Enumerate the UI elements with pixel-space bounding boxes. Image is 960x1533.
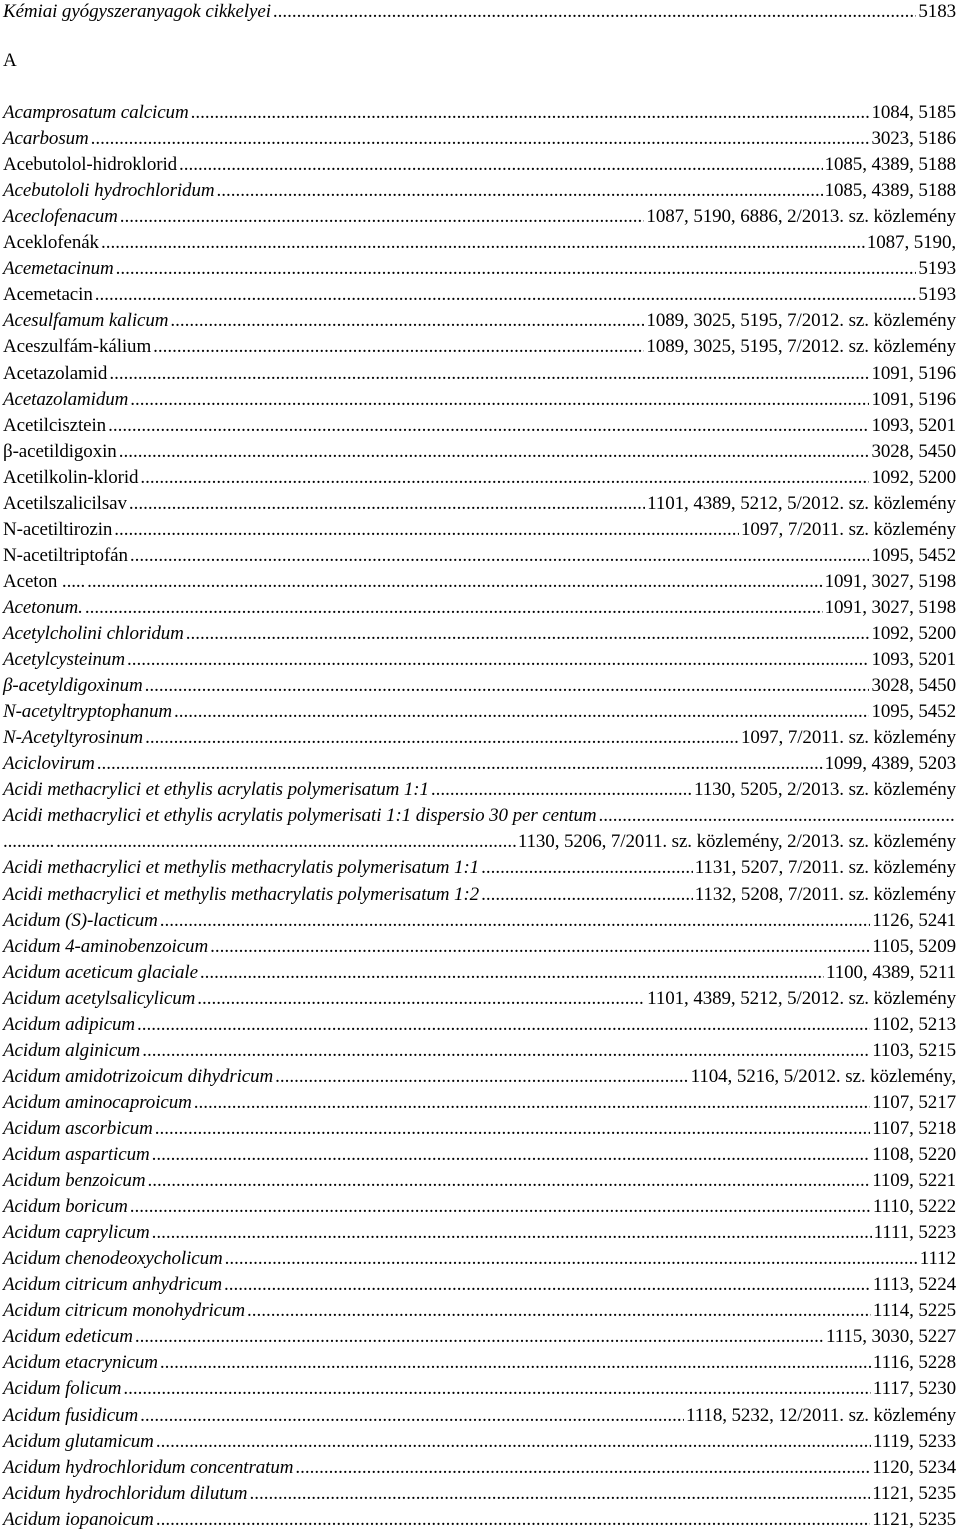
- leader-dots: [197, 987, 645, 1011]
- index-entry: [3, 101, 956, 125]
- entry-name: Acidum caprylicum: [3, 1222, 150, 1243]
- index-entry: [3, 883, 956, 907]
- entry-page-refs: 1103, 5215: [872, 1040, 956, 1061]
- entry-page-refs: 1085, 4389, 5188: [824, 154, 956, 175]
- leader-dots: [137, 1013, 870, 1037]
- leader-dots: [273, 0, 917, 24]
- entry-name: Acidum etacrynicum: [3, 1352, 158, 1373]
- leader-dots: [160, 909, 870, 933]
- entry-page-refs: 1110, 5222: [872, 1196, 956, 1217]
- leader-dots: [129, 492, 645, 516]
- index-entry: [3, 1247, 956, 1271]
- entry-name: Acamprosatum calcicum: [3, 102, 189, 123]
- entry-page-refs: 1107, 5217: [872, 1092, 956, 1113]
- index-entry: [3, 856, 956, 880]
- entry-page-refs: 1132, 5208, 7/2011. sz. közlemény: [694, 884, 956, 905]
- leader-dots: [152, 1221, 872, 1245]
- header-page-number: 5183: [918, 1, 956, 22]
- index-entry: [3, 1013, 956, 1037]
- leader-dots: [155, 1117, 870, 1141]
- entry-name: Acidum (S)-lacticum: [3, 910, 158, 931]
- leader-dots: [216, 179, 822, 203]
- leader-dots: [225, 1247, 918, 1271]
- leader-dots: [249, 1482, 870, 1506]
- index-entry: [3, 179, 956, 203]
- entry-page-refs: 1100, 4389, 5211: [826, 962, 956, 983]
- index-entry: [3, 518, 956, 542]
- entry-page-refs: 1091, 3027, 5198: [824, 571, 956, 592]
- entry-page-refs: 1084, 5185: [871, 102, 956, 123]
- leader-dots: [130, 1195, 871, 1219]
- index-entry: [3, 440, 956, 464]
- entry-page-refs: 1130, 5205, 2/2013. sz. közlemény: [694, 779, 956, 800]
- leader-dots: [152, 1143, 871, 1167]
- entry-page-refs: 1097, 7/2011. sz. közlemény: [740, 727, 956, 748]
- entry-name: Acidum aminocaproicum: [3, 1092, 192, 1113]
- index-entry: [3, 596, 956, 620]
- index-entry: [3, 231, 956, 255]
- entry-page-refs: 1112: [919, 1248, 956, 1269]
- entry-name: Acidum adipicum: [3, 1014, 136, 1035]
- entry-name: N-Acetyltyrosinum: [3, 727, 144, 748]
- entry-name: Acetazolamidum: [3, 389, 129, 410]
- leader-dots: [140, 1404, 684, 1428]
- section-letter: A: [3, 50, 17, 71]
- entry-name: Aceszulfám-kálium: [3, 336, 152, 357]
- entry-name: Acemetacinum: [3, 258, 114, 279]
- entry-page-refs: 1093, 5201: [871, 415, 956, 436]
- leader-dots: [145, 726, 739, 750]
- entry-page-refs: 1114, 5225: [872, 1300, 956, 1321]
- index-entry: [3, 1482, 956, 1506]
- entry-name: Acetylcholini chloridum: [3, 623, 184, 644]
- index-entry: [3, 726, 956, 750]
- entry-name: Acetazolamid: [3, 363, 108, 384]
- entry-name: N-acetiltirozin: [3, 519, 113, 540]
- index-entry: [3, 309, 956, 333]
- entry-page-refs: 1109, 5221: [872, 1170, 956, 1191]
- entry-page-refs: 1101, 4389, 5212, 5/2012. sz. közlemény: [647, 988, 956, 1009]
- header-title: Kémiai gyógyszeranyagok cikkelyei: [3, 1, 271, 22]
- entry-name: Acidum alginicum: [3, 1040, 141, 1061]
- entry-name: Acidum ascorbicum: [3, 1118, 153, 1139]
- index-entry: [3, 1065, 956, 1089]
- entry-name: Acetylcysteinum: [3, 649, 125, 670]
- entry-name: Acarbosum: [3, 128, 89, 149]
- index-entry: [3, 778, 956, 802]
- entry-name: Acidum edeticum: [3, 1326, 133, 1347]
- entry-name: Acidum folicum: [3, 1378, 122, 1399]
- entry-name: Acidum boricum: [3, 1196, 128, 1217]
- entry-name: Acetonum.: [3, 597, 83, 618]
- leader-dots: [170, 309, 644, 333]
- entry-name: Aciclovirum: [3, 753, 95, 774]
- entry-page-refs: 1095, 5452: [871, 545, 956, 566]
- entry-page-refs: 1093, 5201: [871, 649, 956, 670]
- entry-name: Acidum hydrochloridum dilutum: [3, 1483, 248, 1504]
- leader-dots: [156, 1508, 870, 1532]
- entry-page-refs: 1116, 5228: [872, 1352, 956, 1373]
- leader-dots: [191, 101, 870, 125]
- entry-page-refs: 1085, 4389, 5188: [824, 180, 956, 201]
- leader-dots: [194, 1091, 870, 1115]
- index-entry: [3, 674, 956, 698]
- leader-dots: [114, 518, 739, 542]
- entry-page-refs: 1105, 5209: [872, 936, 956, 957]
- leader-dots: [210, 935, 870, 959]
- entry-name: Acidi methacrylici et ethylis acrylatis polymerisati 1:1 dispersio 30 per centum: [3, 805, 597, 826]
- entry-page-refs: 1102, 5213: [872, 1014, 956, 1035]
- leader-dots: [127, 648, 870, 672]
- leader-dots: [174, 700, 870, 724]
- index-entry: [3, 1351, 956, 1375]
- index-entry: [3, 622, 956, 646]
- index-entry: [3, 1508, 956, 1532]
- index-entry: [3, 362, 956, 386]
- leader-dots: [295, 1456, 870, 1480]
- index-entry: [3, 648, 956, 672]
- entry-name: β-acetildigoxin: [3, 441, 117, 462]
- leader-dots: [160, 1351, 871, 1375]
- leader-dots: [108, 414, 869, 438]
- entry-name: Acidum chenodeoxycholicum: [3, 1248, 223, 1269]
- entry-name: N-acetiltriptofán: [3, 545, 128, 566]
- leader-dots: [95, 283, 917, 307]
- leader-dots: [123, 1377, 871, 1401]
- index-entry: [3, 257, 956, 281]
- index-entry: [3, 1273, 956, 1297]
- entry-page-refs: 1091, 5196: [871, 363, 956, 384]
- entry-page-refs: 1131, 5207, 7/2011. sz. közlemény: [694, 857, 956, 878]
- entry-page-refs: 5193: [918, 284, 956, 305]
- leader-dots: [142, 1039, 870, 1063]
- leader-dots: [200, 961, 824, 985]
- index-entry: [3, 466, 956, 490]
- leader-dots: [147, 1169, 870, 1193]
- entry-page-refs: 1101, 4389, 5212, 5/2012. sz. közlemény: [647, 493, 956, 514]
- index-entry: [3, 283, 956, 307]
- entry-name: Aceclofenacum: [3, 206, 118, 227]
- index-entry: [3, 1377, 956, 1401]
- entry-page-refs: 5193: [918, 258, 956, 279]
- entry-page-refs: 1107, 5218: [872, 1118, 956, 1139]
- entry-name: Acidum amidotrizoicum dihydricum: [3, 1066, 274, 1087]
- index-entry: [3, 544, 956, 568]
- entry-name: Acetilszalicilsav: [3, 493, 127, 514]
- entry-name: Acidum iopanoicum: [3, 1509, 154, 1530]
- entry-page-refs: 1108, 5220: [872, 1144, 956, 1165]
- leader-dots: [85, 596, 823, 620]
- index-entry: [3, 492, 956, 516]
- entry-page-refs: 1089, 3025, 5195, 7/2012. sz. közlemény: [646, 336, 956, 357]
- index-entry: [3, 1430, 956, 1454]
- entry-name: Aceklofenák: [3, 232, 99, 253]
- index-entry: [3, 909, 956, 933]
- index-entry: [3, 127, 956, 151]
- entry-page-refs: 1115, 3030, 5227: [826, 1326, 956, 1347]
- leader-dots: [130, 388, 869, 412]
- entry-page-refs: 1092, 5200: [871, 623, 956, 644]
- leader-dots: [153, 335, 644, 359]
- entry-page-refs: 1091, 3027, 5198: [824, 597, 956, 618]
- leader-dots: [87, 570, 822, 594]
- index-entry: [3, 987, 956, 1011]
- entry-page-refs: 1089, 3025, 5195, 7/2012. sz. közlemény: [646, 310, 956, 331]
- leader-dots: [179, 153, 823, 177]
- index-entry: [3, 700, 956, 724]
- entry-name: Acidum hydrochloridum concentratum: [3, 1457, 294, 1478]
- entry-page-refs: 3028, 5450: [871, 675, 956, 696]
- index-entry: [3, 1325, 956, 1349]
- index-entry: [3, 1143, 956, 1167]
- leader-dots: [186, 622, 870, 646]
- entry-page-refs: 1104, 5216, 5/2012. sz. közlemény,: [690, 1066, 956, 1087]
- index-entry: [3, 1169, 956, 1193]
- index-entry: [3, 1299, 956, 1323]
- leader-dots: [119, 440, 870, 464]
- entry-name: Aceton .....: [3, 571, 86, 592]
- entry-page-refs: 1121, 5235: [872, 1483, 956, 1504]
- leader-dots: [224, 1273, 871, 1297]
- leader-dots: [116, 257, 917, 281]
- leader-dots: [481, 883, 693, 907]
- entry-page-refs: 1099, 4389, 5203: [824, 753, 956, 774]
- entry-page-refs: 3023, 5186: [871, 128, 956, 149]
- entry-name: Acidi methacrylici et methylis methacrylatis polymerisatum 1:1: [3, 857, 480, 878]
- entry-page-refs: 1095, 5452: [871, 701, 956, 722]
- entry-page-refs: 1130, 5206, 7/2011. sz. közlemény, 2/2013. sz. közlemény: [517, 831, 956, 852]
- leader-dots: [431, 778, 692, 802]
- entry-page-refs: 3028, 5450: [871, 441, 956, 462]
- entry-name: Acetilcisztein: [3, 415, 107, 436]
- leader-dots: [135, 1325, 824, 1349]
- entry-page-refs: 1118, 5232, 12/2011. sz. közlemény: [686, 1405, 956, 1426]
- index-entry: [3, 1117, 956, 1141]
- entry-page-refs: 1126, 5241: [872, 910, 956, 931]
- entry-page-refs: 1120, 5234: [872, 1457, 956, 1478]
- entry-name: N-acetyltryptophanum: [3, 701, 172, 722]
- entry-name: Acidi methacrylici et ethylis acrylatis polymerisatum 1:1: [3, 779, 429, 800]
- index-entry: [3, 935, 956, 959]
- leader-dots: [156, 1430, 871, 1454]
- index-entry: [3, 570, 956, 594]
- index-entry: [3, 1039, 956, 1063]
- entry-name: Acidum asparticum: [3, 1144, 150, 1165]
- entry-name: Acidum citricum anhydricum: [3, 1274, 223, 1295]
- index-entry: [3, 804, 956, 828]
- leader-dots: [120, 205, 645, 229]
- index-entry: [3, 1091, 956, 1115]
- entry-page-refs: 1091, 5196: [871, 389, 956, 410]
- leader-dots: [91, 127, 870, 151]
- leader-dots: [140, 466, 869, 490]
- entry-name: Acemetacin: [3, 284, 93, 305]
- leader-dots: [56, 830, 516, 854]
- leader-dots: [109, 362, 869, 386]
- index-entry: [3, 205, 956, 229]
- index-entry: [3, 961, 956, 985]
- entry-page-refs: 1121, 5235: [872, 1509, 956, 1530]
- leader-dots: [97, 752, 823, 776]
- entry-name: Acidum citricum monohydricum: [3, 1300, 246, 1321]
- leader-dots: [247, 1299, 871, 1323]
- entry-name: Acidum aceticum glaciale: [3, 962, 198, 983]
- entry-page-refs: 1113, 5224: [872, 1274, 956, 1295]
- entry-name: Acebutolol-hidroklorid: [3, 154, 178, 175]
- leader-dots: [275, 1065, 688, 1089]
- entry-name: ...........: [3, 831, 55, 852]
- index-entry: [3, 752, 956, 776]
- index-entry: [3, 153, 956, 177]
- entry-page-refs: 1097, 7/2011. sz. közlemény: [740, 519, 956, 540]
- index-entry: [3, 830, 956, 854]
- leader-dots: [101, 231, 865, 255]
- index-entry: [3, 1195, 956, 1219]
- leader-dots: [130, 544, 870, 568]
- index-entry: [3, 335, 956, 359]
- entry-name: Acebutololi hydrochloridum: [3, 180, 215, 201]
- leader-dots: [599, 804, 954, 828]
- index-entry: [3, 388, 956, 412]
- entry-name: Acidum benzoicum: [3, 1170, 146, 1191]
- entry-page-refs: 1092, 5200: [871, 467, 956, 488]
- entry-name: β-acetyldigoxinum: [3, 675, 143, 696]
- index-entry: [3, 414, 956, 438]
- entry-name: Acidum acetylsalicylicum: [3, 988, 196, 1009]
- entry-name: Acidum fusidicum: [3, 1405, 139, 1426]
- leader-dots: [481, 856, 693, 880]
- index-entry: [3, 1456, 956, 1480]
- entry-name: Acidum glutamicum: [3, 1431, 154, 1452]
- entry-name: Acidi methacrylici et methylis methacrylatis polymerisatum 1:2: [3, 884, 480, 905]
- entry-name: Acidum 4-aminobenzoicum: [3, 936, 209, 957]
- entry-page-refs: 1111, 5223: [873, 1222, 956, 1243]
- entry-name: Acetilkolin-klorid: [3, 467, 139, 488]
- leader-dots: [145, 674, 870, 698]
- entry-page-refs: 1119, 5233: [872, 1431, 956, 1452]
- entry-page-refs: 1117, 5230: [872, 1378, 956, 1399]
- entry-name: Acesulfamum kalicum: [3, 310, 169, 331]
- header-line: [3, 0, 956, 24]
- index-entry: [3, 1221, 956, 1245]
- entry-page-refs: 1087, 5190, 6886, 2/2013. sz. közlemény: [646, 206, 956, 227]
- entry-page-refs: 1087, 5190,: [866, 232, 956, 253]
- index-entry: [3, 1404, 956, 1428]
